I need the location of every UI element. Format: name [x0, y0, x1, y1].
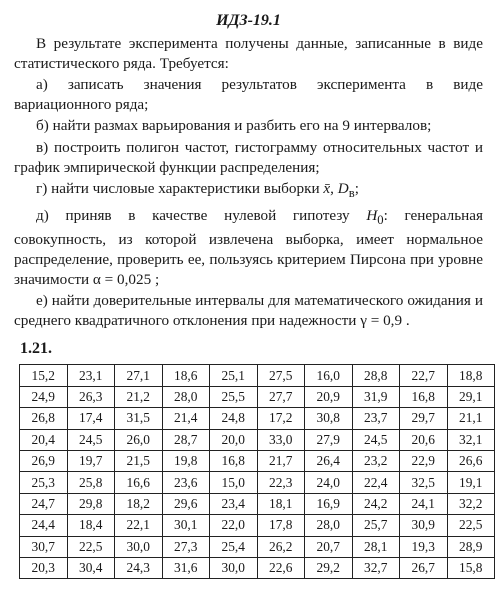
table-row — [20, 536, 495, 557]
task-g-separator: , — [330, 180, 338, 198]
table-cell: 20,4 — [20, 429, 68, 450]
table-cell: 17,2 — [257, 408, 305, 429]
table-cell: 23,6 — [162, 472, 210, 493]
task-g-text: г) найти числовые характеристики выборки — [36, 180, 324, 198]
table-cell: 18,2 — [115, 493, 163, 514]
table-cell: 21,1 — [447, 408, 495, 429]
table-cell: 29,1 — [447, 386, 495, 407]
table-cell: 31,6 — [162, 557, 210, 578]
table-cell: 16,0 — [305, 365, 353, 386]
document-title: ИДЗ-19.1 — [216, 12, 281, 29]
task-g-end: ; — [354, 180, 359, 198]
task-e: е) найти доверительные интервалы для математического ожидания и среднего квадратичного отклонения при надежности γ = 0,9 . — [14, 292, 483, 329]
table-cell: 22,5 — [447, 515, 495, 536]
table-cell: 20,6 — [400, 429, 448, 450]
table-cell: 20,7 — [305, 536, 353, 557]
table-cell: 28,8 — [352, 365, 400, 386]
table-cell: 18,1 — [257, 493, 305, 514]
table-cell: 22,9 — [400, 450, 448, 471]
table-cell: 16,6 — [115, 472, 163, 493]
task-b: б) найти размах варьирования и разбить его на 9 интервалов; — [36, 117, 432, 135]
table-row — [20, 365, 495, 386]
table-cell: 18,6 — [162, 365, 210, 386]
intro-paragraph: В результате эксперимента получены данные, записанные в виде статистического ряда. Требуется: — [14, 35, 483, 72]
table-cell: 30,9 — [400, 515, 448, 536]
table-cell: 31,9 — [352, 386, 400, 407]
table-cell: 28,9 — [447, 536, 495, 557]
table-cell: 28,0 — [305, 515, 353, 536]
table-cell: 23,2 — [352, 450, 400, 471]
table-cell: 22,7 — [400, 365, 448, 386]
data-table — [19, 364, 495, 579]
data-table-body — [20, 365, 495, 579]
table-cell: 22,6 — [257, 557, 305, 578]
table-cell: 21,4 — [162, 408, 210, 429]
task-d-text: д) приняв в качестве нулевой гипотезу — [36, 206, 367, 224]
table-cell: 26,3 — [67, 386, 115, 407]
table-cell: 30,0 — [115, 536, 163, 557]
task-v: в) построить полигон частот, гистограмму относительных частот и график эмпирической функции распределения; — [14, 138, 483, 176]
table-cell: 24,4 — [20, 515, 68, 536]
table-cell: 26,2 — [257, 536, 305, 557]
table-cell: 24,5 — [67, 429, 115, 450]
table-cell: 17,4 — [67, 408, 115, 429]
table-row — [20, 472, 495, 493]
table-cell: 19,7 — [67, 450, 115, 471]
task-g — [14, 179, 483, 204]
table-cell: 16,8 — [400, 386, 448, 407]
table-cell: 26,7 — [400, 557, 448, 578]
table-cell: 23,1 — [67, 365, 115, 386]
table-cell: 24,2 — [352, 493, 400, 514]
table-cell: 31,5 — [115, 408, 163, 429]
table-cell: 33,0 — [257, 429, 305, 450]
table-cell: 18,8 — [447, 365, 495, 386]
table-cell: 27,3 — [162, 536, 210, 557]
table-cell: 15,8 — [447, 557, 495, 578]
table-row — [20, 450, 495, 471]
sample-variance-subscript: в — [348, 186, 355, 201]
table-cell: 22,5 — [67, 536, 115, 557]
table-cell: 23,4 — [210, 493, 258, 514]
table-cell: 19,3 — [400, 536, 448, 557]
table-cell: 25,3 — [20, 472, 68, 493]
table-cell: 26,0 — [115, 429, 163, 450]
table-cell: 27,5 — [257, 365, 305, 386]
table-cell: 18,4 — [67, 515, 115, 536]
table-cell: 26,6 — [447, 450, 495, 471]
table-cell: 28,1 — [352, 536, 400, 557]
problem-number: 1.21. — [20, 340, 52, 358]
sample-mean-symbol: x̄ — [323, 180, 331, 198]
table-cell: 26,4 — [305, 450, 353, 471]
table-cell: 30,1 — [162, 515, 210, 536]
table-cell: 15,2 — [20, 365, 68, 386]
table-cell: 29,7 — [400, 408, 448, 429]
table-cell: 30,8 — [305, 408, 353, 429]
table-cell: 26,9 — [20, 450, 68, 471]
table-cell: 21,5 — [115, 450, 163, 471]
table-cell: 27,1 — [115, 365, 163, 386]
table-cell: 21,2 — [115, 386, 163, 407]
table-cell: 24,8 — [210, 408, 258, 429]
table-cell: 20,9 — [305, 386, 353, 407]
table-cell: 25,7 — [352, 515, 400, 536]
table-cell: 24,1 — [400, 493, 448, 514]
table-cell: 27,7 — [257, 386, 305, 407]
table-cell: 20,3 — [20, 557, 68, 578]
table-row — [20, 429, 495, 450]
sample-variance-symbol: D — [337, 180, 349, 198]
table-cell: 20,0 — [210, 429, 258, 450]
table-cell: 21,7 — [257, 450, 305, 471]
table-cell: 22,1 — [115, 515, 163, 536]
table-cell: 24,9 — [20, 386, 68, 407]
table-cell: 24,7 — [20, 493, 68, 514]
table-cell: 28,7 — [162, 429, 210, 450]
table-cell: 24,5 — [352, 429, 400, 450]
table-cell: 32,2 — [447, 493, 495, 514]
table-cell: 27,9 — [305, 429, 353, 450]
table-cell: 32,7 — [352, 557, 400, 578]
table-cell: 15,0 — [210, 472, 258, 493]
table-cell: 28,0 — [162, 386, 210, 407]
table-cell: 16,8 — [210, 450, 258, 471]
table-cell: 25,8 — [67, 472, 115, 493]
task-a: а) записать значения результатов эксперимента в виде вариационного ряда; — [14, 76, 483, 113]
table-row — [20, 557, 495, 578]
table-cell: 22,3 — [257, 472, 305, 493]
table-cell: 22,0 — [210, 515, 258, 536]
table-row — [20, 386, 495, 407]
table-cell: 30,4 — [67, 557, 115, 578]
null-hypothesis-symbol: H — [366, 206, 378, 224]
table-cell: 25,1 — [210, 365, 258, 386]
table-row — [20, 408, 495, 429]
table-cell: 19,1 — [447, 472, 495, 493]
table-cell: 32,5 — [400, 472, 448, 493]
null-hypothesis-subscript: 0 — [377, 212, 384, 227]
table-cell: 29,8 — [67, 493, 115, 514]
table-cell: 24,0 — [305, 472, 353, 493]
table-row — [20, 493, 495, 514]
table-cell: 30,7 — [20, 536, 68, 557]
table-cell: 19,8 — [162, 450, 210, 471]
table-cell: 17,8 — [257, 515, 305, 536]
table-cell: 29,2 — [305, 557, 353, 578]
table-cell: 29,6 — [162, 493, 210, 514]
table-cell: 23,7 — [352, 408, 400, 429]
table-cell: 30,0 — [210, 557, 258, 578]
table-cell: 25,4 — [210, 536, 258, 557]
task-d — [14, 206, 483, 289]
table-cell: 26,8 — [20, 408, 68, 429]
table-cell: 16,9 — [305, 493, 353, 514]
table-cell: 24,3 — [115, 557, 163, 578]
table-cell: 32,1 — [447, 429, 495, 450]
task-d-rest: : генеральная совокупность, из которой извлечена выборка, имеет нормальное распределение, проверить ее, пользуясь критерием Пирсона при уровне значимости α = 0,025 ; — [14, 206, 483, 288]
table-cell: 22,4 — [352, 472, 400, 493]
table-row — [20, 515, 495, 536]
table-cell: 25,5 — [210, 386, 258, 407]
